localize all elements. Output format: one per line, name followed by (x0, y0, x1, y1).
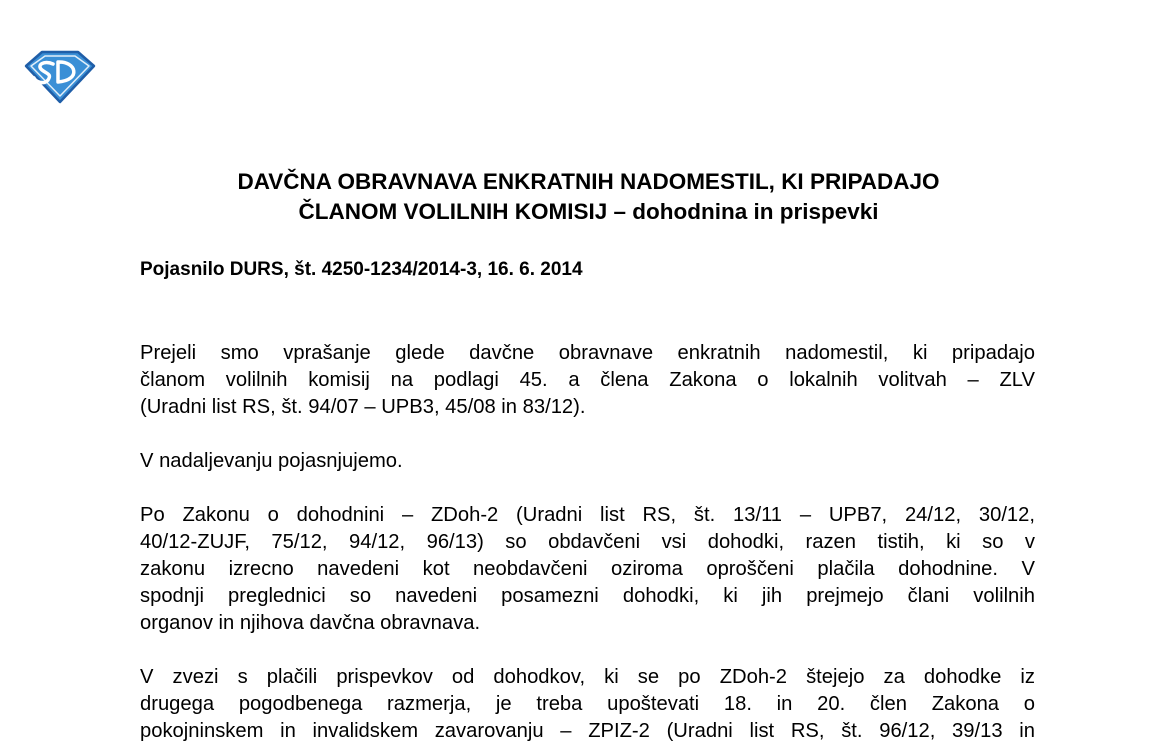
document-title (140, 167, 1037, 227)
text-line: Po Zakonu o dohodnini – ZDoh-2 (Uradni list RS, št. 13/11 – UPB7, 24/12, 30/12, (140, 504, 1035, 526)
paragraph (140, 340, 1035, 421)
text-line: drugega pogodbenega razmerja, je treba upoštevati 18. in 20. člen Zakona o (140, 693, 1035, 715)
paragraph (140, 502, 1035, 637)
text-line: organov in njihova davčna obravnava. (140, 612, 481, 634)
title-line: DAVČNA OBRAVNAVA ENKRATNIH NADOMESTIL, KI PRIPADAJO (237, 169, 940, 194)
paragraph (140, 664, 1035, 743)
text-line: Prejeli smo vprašanje glede davčne obravnave enkratnih nadomestil, ki pripadajo (140, 342, 1035, 364)
paragraph (140, 448, 1035, 475)
text-line: članom volilnih komisij na podlagi 45. a člena Zakona o lokalnih volitvah – ZLV (140, 369, 1035, 391)
text-line: zakonu izrecno navedeni kot neobdavčeni oziroma oproščeni plačila dohodnine. V (140, 558, 1035, 580)
text-line: V zvezi s plačili prispevkov od dohodkov, ki se po ZDoh-2 štejejo za dohodke iz (140, 666, 1035, 688)
title-line: ČLANOM VOLILNIH KOMISIJ – dohodnina in prispevki (298, 199, 879, 224)
document-subtitle: Pojasnilo DURS, št. 4250-1234/2014-3, 16. 6. 2014 (140, 259, 583, 280)
text-line: pokojninskem in invalidskem zavarovanju – ZPIZ-2 (Uradni list RS, št. 96/12, 39/13 in (140, 720, 1035, 742)
text-line: spodnji preglednici so navedeni posamezni dohodki, ki jih prejmejo člani volilnih (140, 585, 1035, 607)
text-line: (Uradni list RS, št. 94/07 – UPB3, 45/08 in 83/12). (140, 396, 586, 418)
text-line: 40/12-ZUJF, 75/12, 94/12, 96/13) so obdavčeni vsi dohodki, razen tistih, ki so v (140, 531, 1035, 553)
text-line: V nadaljevanju pojasnjujemo. (140, 450, 403, 472)
sd-logo-icon (22, 48, 98, 106)
